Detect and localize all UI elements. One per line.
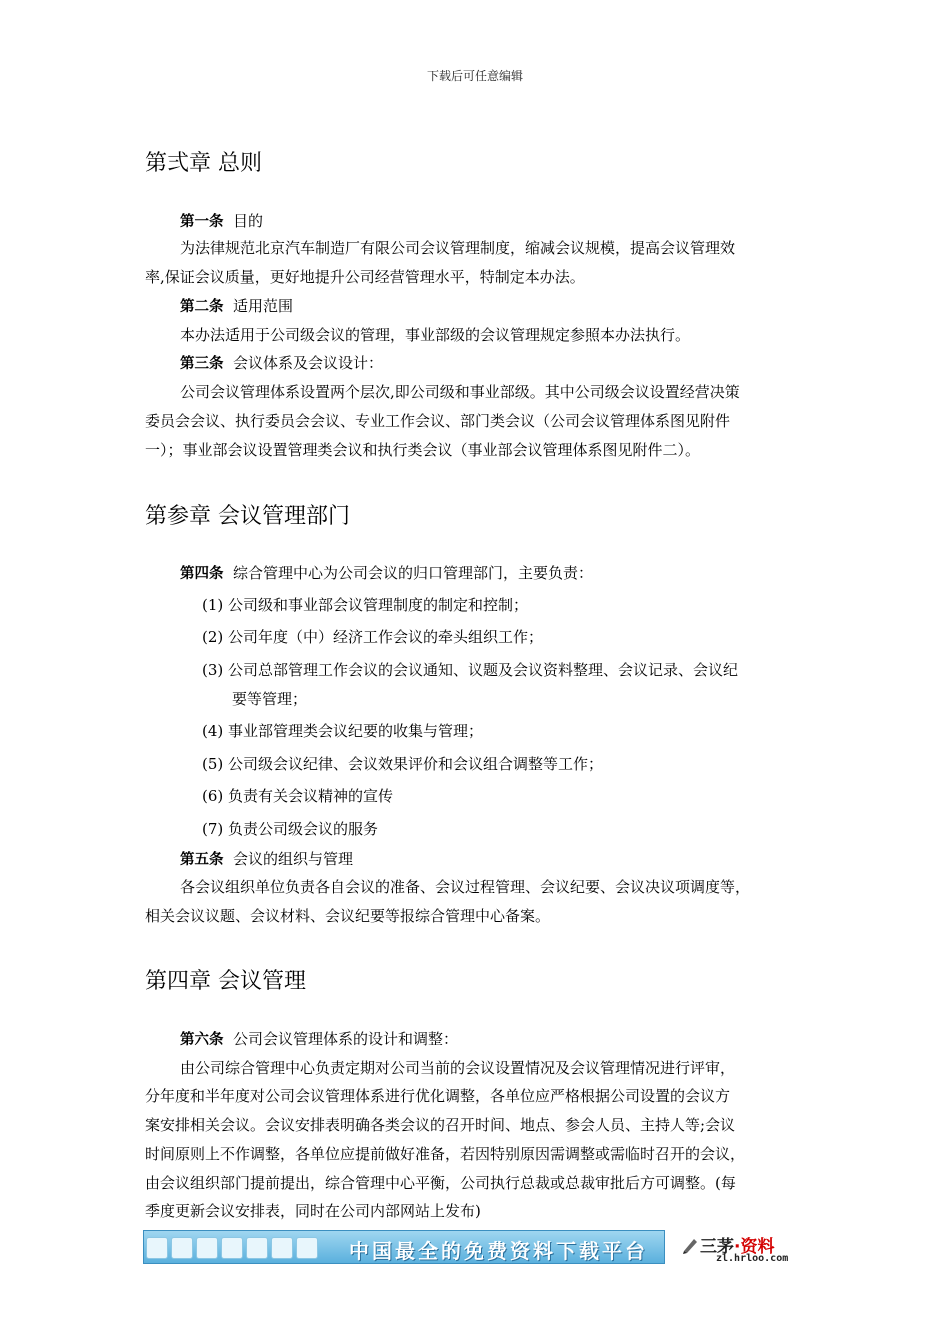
article-1-heading xyxy=(180,211,850,232)
paragraph-line: 一）；事业部会议设置管理类会议和执行类会议（事业部会议管理体系图见附件二）。 xyxy=(145,441,701,459)
list-item: (3) 公司总部管理工作会议的会议通知、议题及会议资料整理、会议记录、会议纪 xyxy=(202,661,739,679)
list-item: (1) 公司级和事业部会议管理制度的制定和控制； xyxy=(202,596,529,614)
logo-name-a: 三茅 xyxy=(700,1237,734,1257)
article-label: 第五条 xyxy=(180,852,224,868)
article-3-heading xyxy=(180,353,850,374)
paragraph-line: 由会议组织部门提前提出，综合管理中心平衡，公司执行总裁或总裁审批后方可调整。(每 xyxy=(145,1174,736,1192)
note-icon xyxy=(271,1237,293,1259)
paragraph-line: 委员会会议、执行委员会会议、专业工作会议、部门类会议（公司会议管理体系图见附件 xyxy=(145,412,731,430)
list-item: (5) 公司级会议纪律、会议效果评价和会议组合调整等工作； xyxy=(202,755,604,773)
article-title: 公司会议管理体系的设计和调整： xyxy=(233,1030,459,1048)
paragraph-line: 季度更新会议安排表，同时在公司内部网站上发布) xyxy=(145,1202,481,1220)
chapter-3-title: 第参章 会议管理部门 xyxy=(145,504,350,529)
paragraph-line: 本办法适用于公司级会议的管理，事业部级的会议管理规定参照本办法执行。 xyxy=(180,326,691,344)
chapter-4-title: 第四章 会议管理 xyxy=(145,969,306,994)
article-6-heading xyxy=(180,1029,850,1050)
article-2-heading xyxy=(180,296,850,317)
file-icon xyxy=(296,1237,318,1259)
chart-icon xyxy=(196,1237,218,1259)
banner-text: 中国最全的免费资料下载平台 xyxy=(349,1239,648,1263)
article-5-heading xyxy=(180,849,850,870)
pen-icon xyxy=(682,1236,700,1254)
article-title: 综合管理中心为公司会议的归口管理部门，主要负责： xyxy=(233,564,594,582)
article-title: 目的 xyxy=(233,212,264,230)
article-title: 会议的组织与管理 xyxy=(233,850,354,868)
list-item: (4) 事业部管理类会议纪要的收集与管理； xyxy=(202,722,484,740)
list-item: (6) 负责有关会议精神的宣传 xyxy=(202,787,394,805)
paragraph-line: 相关会议议题、会议材料、会议纪要等报综合管理中心备案。 xyxy=(145,907,551,925)
paragraph-line: 率,保证会议质量，更好地提升公司经营管理水平，特制定本办法。 xyxy=(145,268,585,286)
article-label: 第一条 xyxy=(180,214,224,230)
document-icon xyxy=(146,1237,168,1259)
list-item: (2) 公司年度（中）经济工作会议的牵头组织工作； xyxy=(202,628,544,646)
article-label: 第二条 xyxy=(180,299,224,315)
article-label: 第四条 xyxy=(180,566,224,582)
article-title: 会议体系及会议设计： xyxy=(233,354,384,372)
logo-name-b: 资料 xyxy=(740,1237,775,1257)
download-banner[interactable] xyxy=(143,1230,665,1264)
paragraph-line: 时间原则上不作调整，各单位应提前做好准备，若因特别原因需调整或需临时召开的会议， xyxy=(145,1145,746,1163)
page-header: 下载后可任意编辑 xyxy=(426,69,523,83)
mail-icon xyxy=(246,1237,268,1259)
folder-icon xyxy=(221,1237,243,1259)
paragraph-line: 为法律规范北京汽车制造厂有限公司会议管理制度，缩减会议规模，提高会议管理效 xyxy=(180,239,736,257)
chapter-2-title: 第弍章 总则 xyxy=(145,151,262,176)
image-icon xyxy=(171,1237,193,1259)
list-item-continuation: 要等管理； xyxy=(232,690,308,708)
paragraph-line: 分年度和半年度对公司会议管理体系进行优化调整，各单位应严格根据公司设置的会议方 xyxy=(145,1087,731,1105)
site-logo[interactable] xyxy=(680,1232,800,1266)
banner-icons xyxy=(146,1234,336,1262)
paragraph-line: 公司会议管理体系设置两个层次,即公司级和事业部级。其中公司级会议设置经营决策 xyxy=(180,383,740,401)
list-item: (7) 负责公司级会议的服务 xyxy=(202,820,379,838)
article-label: 第三条 xyxy=(180,356,224,372)
paragraph-line: 案安排相关会议。会议安排表明确各类会议的召开时间、地点、参会人员、主持人等;会议 xyxy=(145,1116,736,1134)
paragraph-line: 各会议组织单位负责各自会议的准备、会议过程管理、会议纪要、会议决议项调度等， xyxy=(180,878,751,896)
logo-sep: · xyxy=(734,1237,741,1257)
article-4-heading xyxy=(180,563,850,584)
article-title: 适用范围 xyxy=(233,297,294,315)
logo-url: zl.hrloo.com xyxy=(716,1253,789,1264)
article-label: 第六条 xyxy=(180,1032,224,1048)
paragraph-line: 由公司综合管理中心负责定期对公司当前的会议设置情况及会议管理情况进行评审， xyxy=(180,1059,736,1077)
